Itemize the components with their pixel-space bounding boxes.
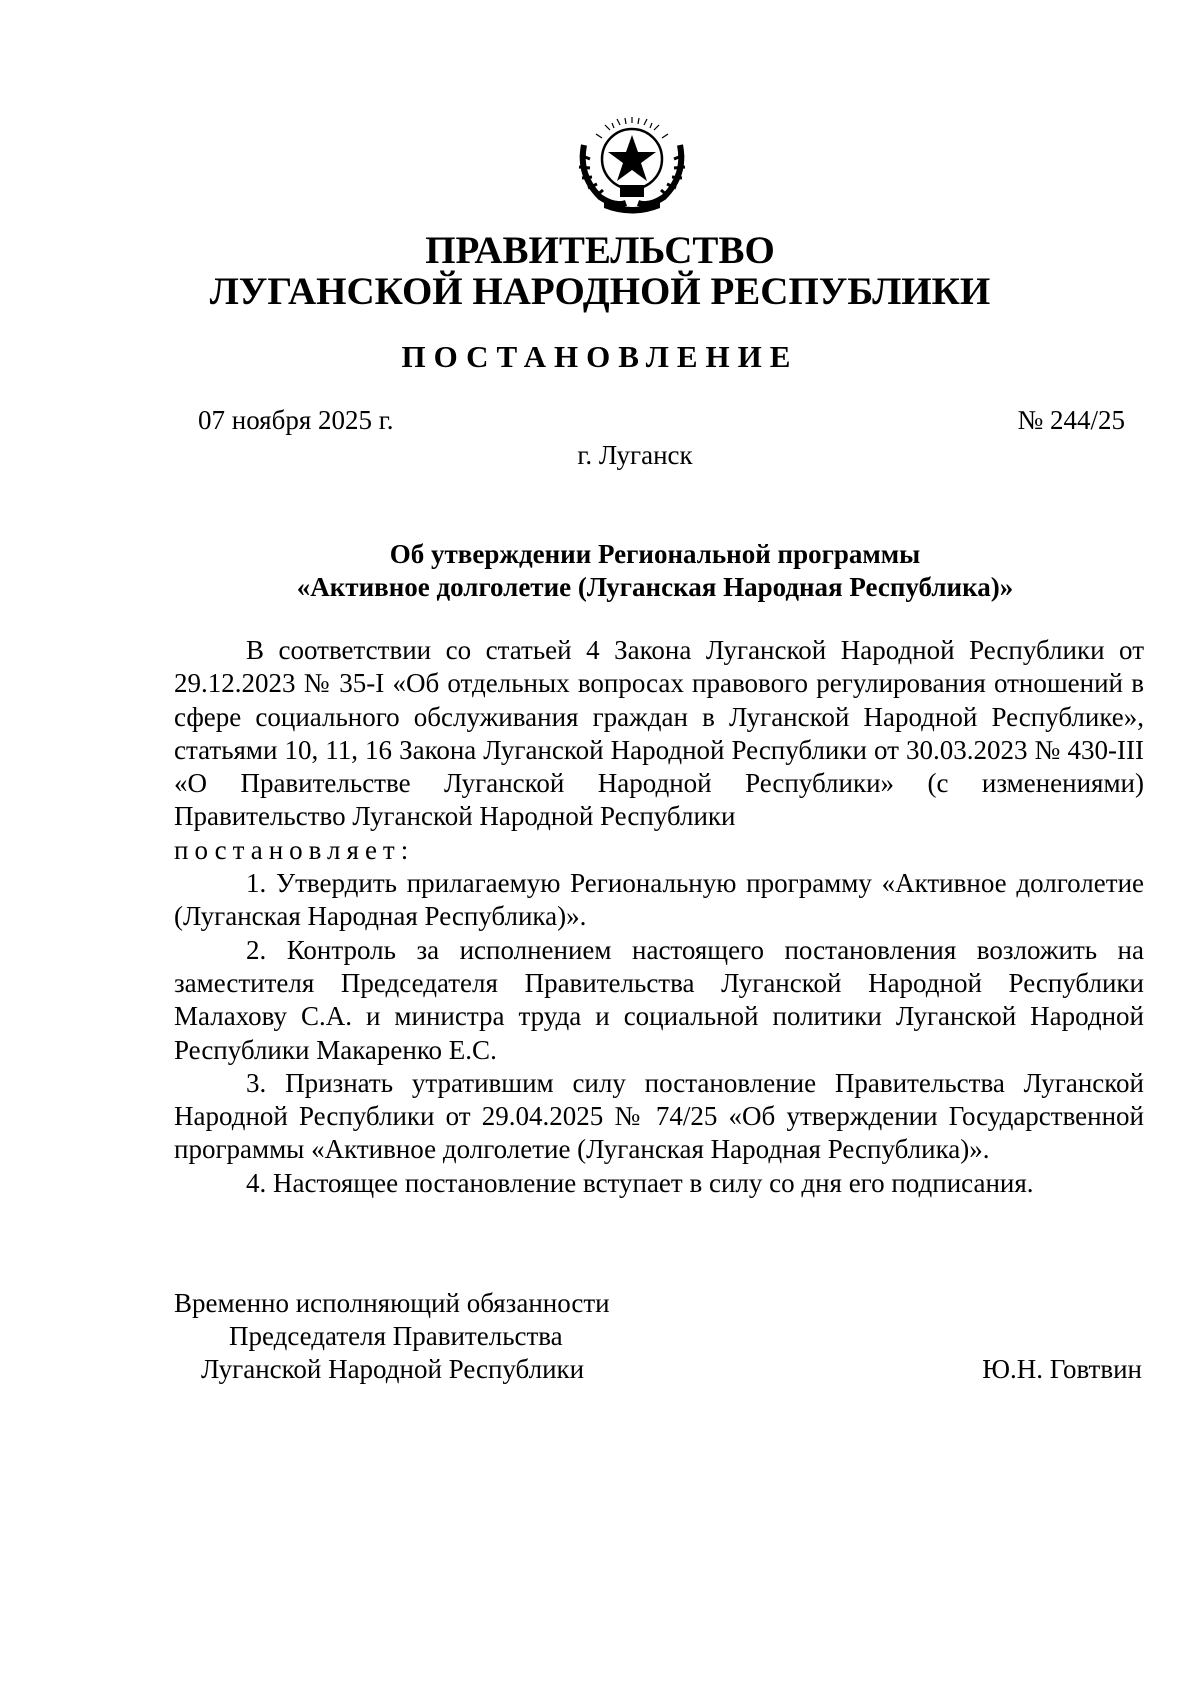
document-title-line2: «Активное долголетие (Луганская Народная Республика)» xyxy=(296,572,1014,602)
document-body xyxy=(174,634,1144,1200)
signer-position-line3: Луганской Народной Республики xyxy=(201,1354,585,1384)
document-city: г. Луганск xyxy=(577,440,693,470)
list-item: 1. Утвердить прилагаемую Региональную программу «Активное долголетие (Луганская Народная Республика)». xyxy=(174,868,1144,932)
list-item: 4. Настоящее постановление вступает в силу со дня его подписания. xyxy=(246,1167,1034,1198)
org-title-line1: ПРАВИТЕЛЬСТВО xyxy=(425,229,775,272)
resolves-word: постановляет: xyxy=(174,834,415,865)
org-title-line2: ЛУГАНСКОЙ НАРОДНОЙ РЕСПУБЛИКИ xyxy=(209,270,991,313)
document-type: ПОСТАНОВЛЕНИЕ xyxy=(401,339,799,374)
preamble-paragraph: В соответствии со статьей 4 Закона Луганской Народной Республики от 29.12.2023 № 35-I «Об отдельных вопросах правового регулирования отношений в сфере социального обслуживания граждан в Луганской Народной Республике», статьями 10, 11, 16 Закона Луганской Народной Республики от 30.03.2023 № 430-III «О Правительстве Луганской Народной Республики» (с изменениями) Правительство Луганской Народной Республики xyxy=(174,635,1144,832)
list-item: 2. Контроль за исполнением настоящего постановления возложить на заместителя Председателя Правительства Луганской Народной Республики Малахову С.А. и министра труда и социальной политики Луганской Народной Республики Макаренко Е.С. xyxy=(174,934,1144,1065)
list-item: 3. Признать утратившим силу постановление Правительства Луганской Народной Республики от 29.04.2025 № 74/25 «Об утверждении Государственной программы «Активное долголетие (Луганская Народная Республика)». xyxy=(174,1067,1144,1165)
signer-position-line1: Временно исполняющий обязанности xyxy=(174,1288,610,1318)
document-date: 07 ноября 2025 г. xyxy=(198,405,394,435)
document-title-line1: Об утверждении Региональной программы xyxy=(389,539,921,569)
signer-position-line2: Председателя Правительства xyxy=(229,1321,563,1351)
signer-name: Ю.Н. Говтвин xyxy=(982,1354,1142,1384)
document-number: № 244/25 xyxy=(1017,405,1125,435)
coat-of-arms-emblem xyxy=(570,115,695,215)
